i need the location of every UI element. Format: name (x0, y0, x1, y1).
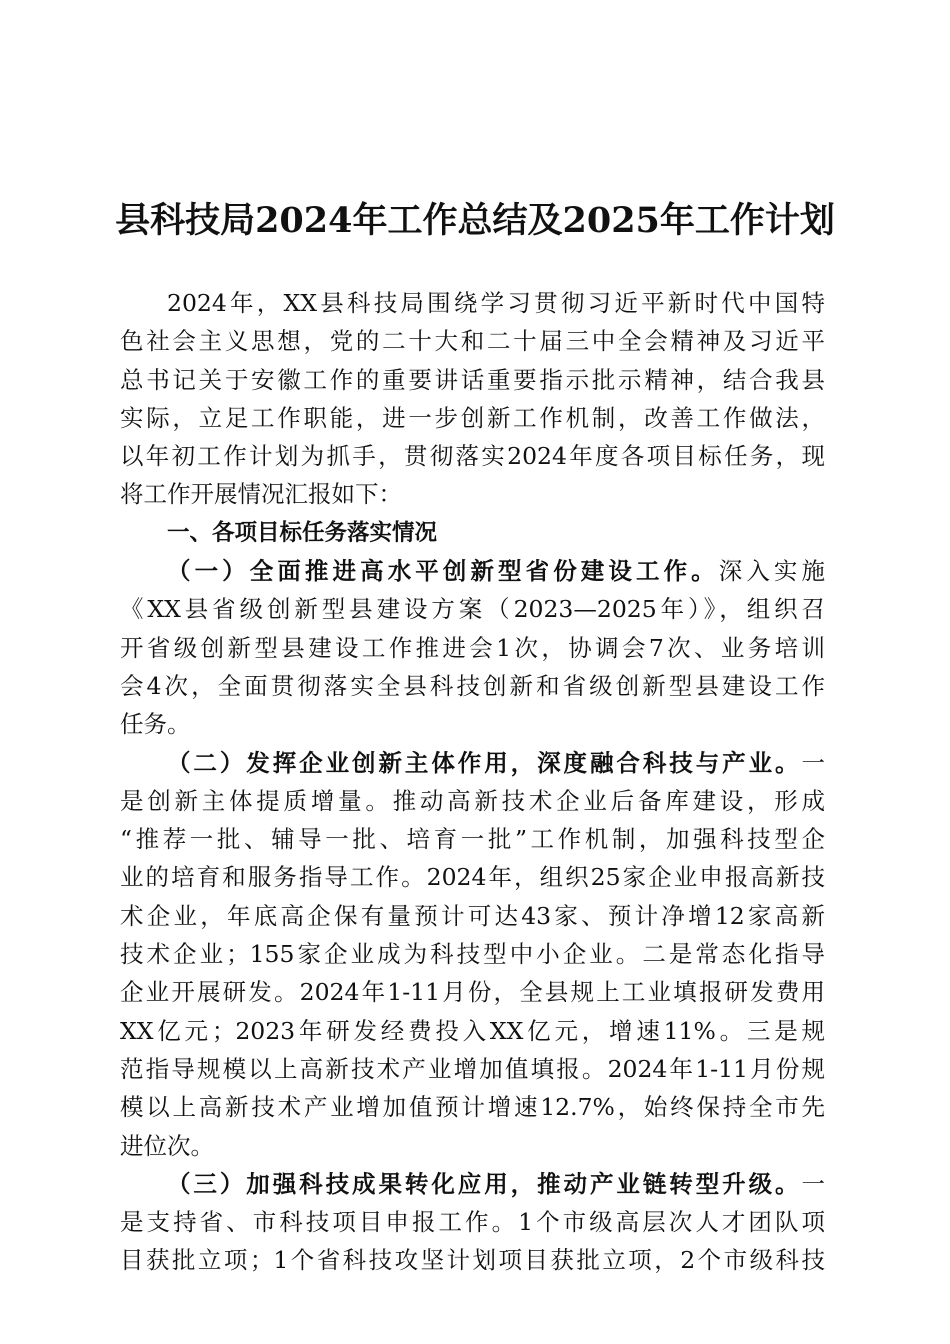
paragraph-line: 术企业，年底高企保有量预计可达43家、预计净增12家高新 (120, 901, 825, 930)
paragraph-line: “推荐一批、辅导一批、培育一批”工作机制，加强科技型企 (120, 825, 825, 854)
subsection-line (120, 552, 825, 590)
paragraph-line: 2024年，XX县科技局围绕学习贯彻习近平新时代中国特 (167, 289, 825, 317)
paragraph-line: 企业开展研发。2024年1-11月份，全县规上工业填报研发费用 (120, 978, 825, 1007)
subsection-text: 一 (801, 748, 825, 777)
paragraph-line: 模以上高新技术产业增加值预计增速12.7%，始终保持全市先 (120, 1093, 825, 1122)
subsection-heading: （二）发挥企业创新主体作用，深度融合科技与产业。 (167, 748, 802, 777)
paragraph-line: 是支持省、市科技项目申报工作。1个市级高层次人才团队项 (120, 1208, 825, 1237)
paragraph-line: 《XX县省级创新型县建设方案（2023—2025年）》，组织召 (120, 595, 825, 624)
paragraph-line: 目获批立项；1个省科技攻坚计划项目获批立项，2个市级科技 (120, 1246, 825, 1275)
paragraph-line: 业的培育和服务指导工作。2024年，组织25家企业申报高新技 (120, 863, 825, 892)
paragraph-line: 以年初工作计划为抓手，贯彻落实2024年度各项目标任务，现 (120, 442, 825, 471)
paragraph-line: 总书记关于安徽工作的重要讲话重要指示批示精神，结合我县 (120, 365, 825, 394)
subsection-heading: （一）全面推进高水平创新型省份建设工作。 (167, 557, 719, 586)
paragraph-line: 任务。 (120, 710, 191, 739)
subsection-heading: （三）加强科技成果转化应用，推动产业链转型升级。 (167, 1169, 802, 1198)
section-heading: 一、各项目标任务落实情况 (167, 519, 438, 546)
document-title: 县科技局2024年工作总结及2025年工作计划 (115, 200, 835, 241)
subsection-text: 一 (801, 1169, 825, 1198)
paragraph-line: 范指导规模以上高新技术产业增加值填报。2024年1-11月份规 (120, 1054, 825, 1083)
paragraph-line: XX亿元；2023年研发经费投入XX亿元，增速11%。三是规 (120, 1016, 825, 1045)
paragraph-line: 开省级创新型县建设工作推进会1次，协调会7次、业务培训 (120, 633, 825, 662)
paragraph-line: 将工作开展情况汇报如下： (120, 480, 402, 509)
paragraph-line: 技术企业；155家企业成为科技型中小企业。二是常态化指导 (120, 940, 825, 969)
subsection-line (120, 1165, 825, 1203)
document-body (120, 284, 825, 1280)
paragraph-line: 进位次。 (120, 1131, 214, 1160)
paragraph-line: 色社会主义思想，党的二十大和二十届三中全会精神及习近平 (120, 327, 825, 356)
paragraph-line: 实际，立足工作职能，进一步创新工作机制，改善工作做法， (120, 403, 825, 432)
paragraph-line: 是创新主体提质增量。推动高新技术企业后备库建设，形成 (120, 786, 825, 815)
paragraph-line: 会4次，全面贯彻落实全县科技创新和省级创新型县建设工作 (120, 671, 825, 700)
subsection-line (120, 744, 825, 782)
subsection-text: 深入实施 (718, 557, 825, 586)
